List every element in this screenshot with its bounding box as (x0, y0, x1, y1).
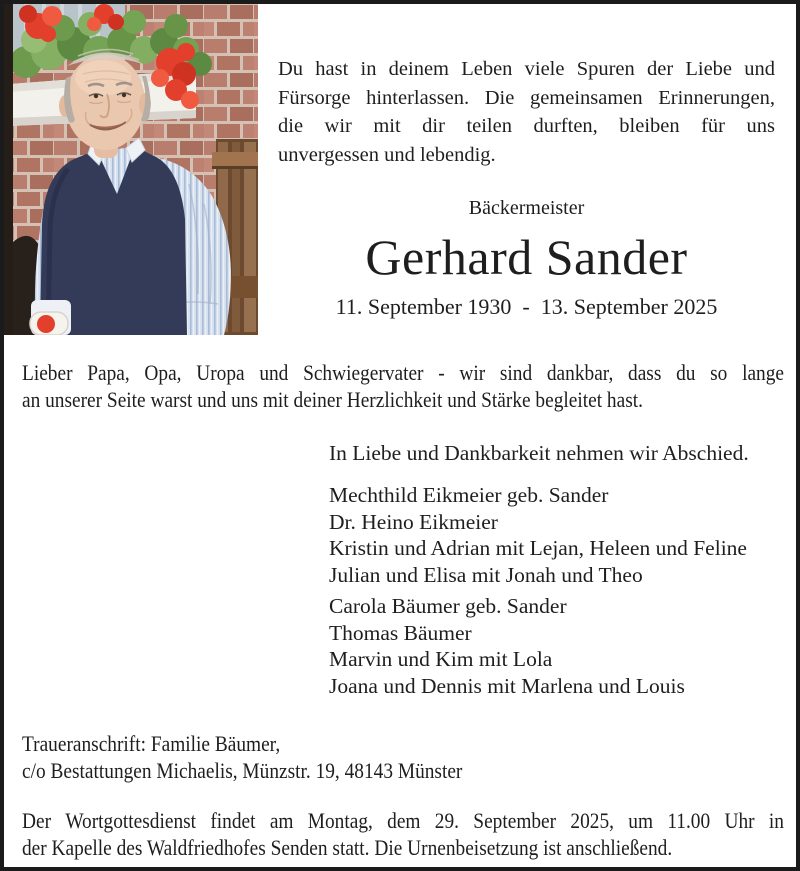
family-member: Joana und Dennis mit Marlena und Louis (329, 673, 685, 698)
tribute-line: Lieber Papa, Opa, Uropa und Schwiegervater - wir sind dankbar, dass du so lange (22, 360, 785, 385)
family-member: Kristin und Adrian mit Lejan, Heleen und Feline (329, 536, 747, 560)
photo-edge-shadow (4, 4, 13, 335)
family-member: Thomas Bäumer (329, 620, 472, 645)
mourning-address (22, 731, 784, 784)
intro-line: die wir mit dir teilen durften, bleiben für uns (278, 115, 775, 137)
service-line: Der Wortgottesdienst findet am Montag, dem 29. September 2025, um 11.00 Uhr in (22, 808, 784, 833)
tribute-paragraph (22, 360, 784, 413)
portrait-photo (4, 4, 258, 335)
family-member: Marvin und Kim mit Lola (329, 647, 553, 671)
intro-line: unvergessen und lebendig. (278, 143, 496, 166)
life-dates: 11. September 1930 - 13. September 2025 (335, 294, 718, 319)
family-member: Mechthild Eikmeier geb. Sander (329, 483, 609, 507)
intro-line: Du hast in deinem Leben viele Spuren der Liebe und (278, 58, 775, 80)
family-member: Dr. Heino Eikmeier (329, 509, 498, 534)
profession-label: Bäckermeister (468, 197, 585, 219)
address-line: c/o Bestattungen Michaelis, Münzstr. 19, 48143 Münster (22, 757, 463, 783)
tribute-line: an unserer Seite warst und uns mit deiner Herzlichkeit und Stärke begleitet hast. (22, 386, 643, 412)
family-member: Carola Bäumer geb. Sander (329, 594, 567, 618)
family-member: Julian und Elisa mit Jonah und Theo (329, 562, 643, 587)
service-info (22, 808, 784, 861)
deceased-name: Gerhard Sander (365, 229, 688, 285)
farewell-line: In Liebe und Dankbarkeit nehmen wir Abschied. (329, 441, 749, 465)
title-block (258, 196, 795, 320)
address-line: Traueranschrift: Familie Bäumer, (22, 731, 281, 756)
wristband-button (37, 315, 55, 333)
family-group-baeumer (329, 593, 789, 699)
intro-paragraph (278, 55, 775, 169)
family-group-eikmeier (329, 482, 789, 588)
intro-line: Fürsorge hinterlassen. Die gemeinsamen Erinnerungen, (278, 86, 775, 109)
service-line: der Kapelle des Waldfriedhofes Senden statt. Die Urnenbeisetzung ist anschließend. (22, 834, 673, 860)
